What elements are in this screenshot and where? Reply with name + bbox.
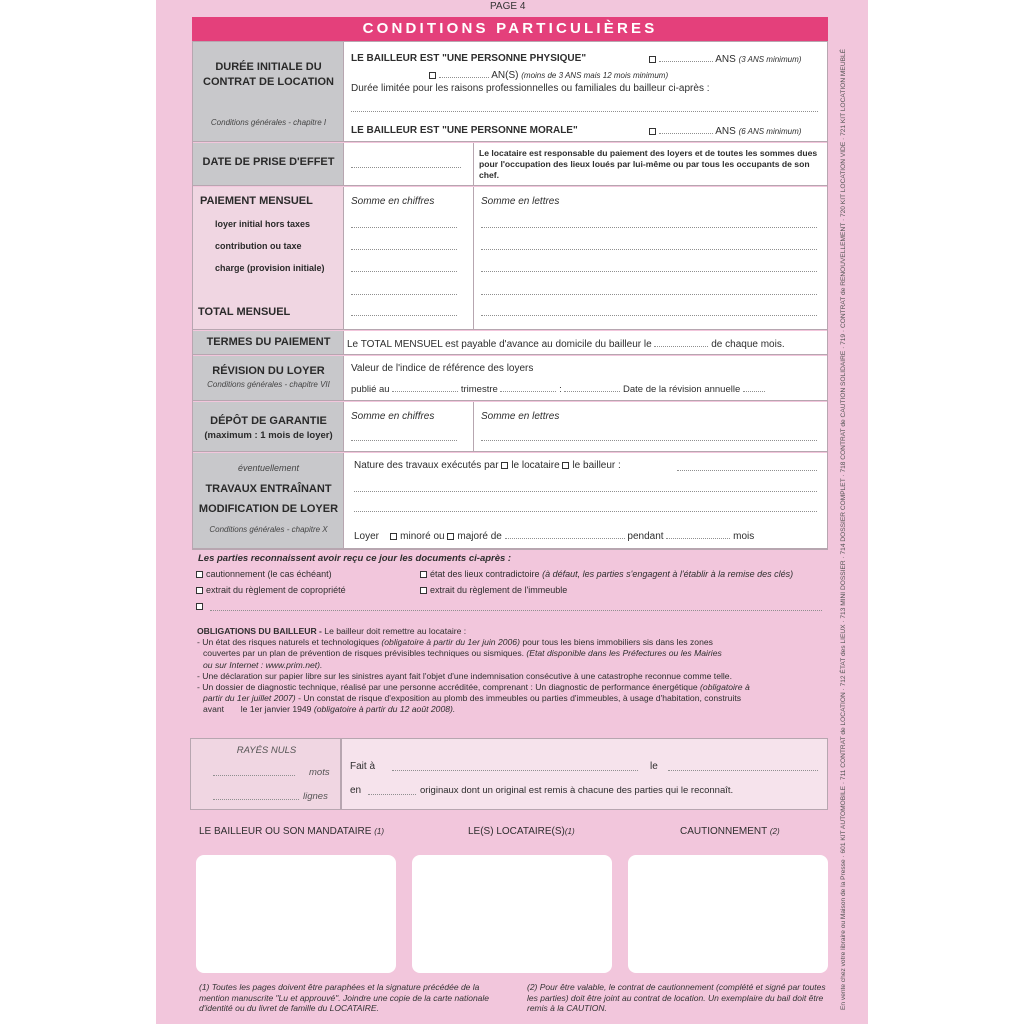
label-revision-sub: Conditions générales - chapitre VII	[207, 380, 330, 389]
label-paiement	[193, 187, 344, 329]
revision-trimestre: trimestre	[460, 384, 498, 395]
checkbox-doc-etat[interactable]	[420, 571, 427, 578]
field-rayes-mots[interactable]	[213, 775, 295, 776]
obl-l5b: (obligatoire à	[700, 682, 750, 693]
doc-caution: cautionnement (le cas échéant)	[206, 569, 332, 579]
obl-l6a: partir du 1er juillet 2007)	[203, 693, 296, 704]
field-travaux-1[interactable]	[677, 470, 817, 471]
travaux-pendant: pendant	[627, 531, 664, 542]
duree-ans-choice	[429, 68, 668, 81]
paiement-item-contribution: contribution ou taxe	[215, 241, 302, 251]
field-extra-chiffres[interactable]	[351, 294, 457, 295]
obl-l1c: pour tous les biens immobiliers sis dans les zones	[519, 637, 713, 648]
row-travaux	[193, 453, 827, 549]
doc-caution-wrap	[196, 569, 332, 579]
obl-l7c: (obligatoire à partir du 12 août 2008).	[313, 704, 456, 715]
sig-label-locataire: LE(S) LOCATAIRE(S)	[468, 826, 565, 837]
checkbox-doc-copro[interactable]	[196, 587, 203, 594]
checkbox-morale[interactable]	[649, 128, 656, 135]
obl-l3: ou sur Internet : www.prim.net).	[203, 659, 323, 670]
signature-box-caution[interactable]	[628, 855, 828, 973]
paiement-item-loyer: loyer initial hors taxes	[215, 219, 311, 229]
label-depot	[193, 402, 344, 451]
obl-line-6	[197, 693, 825, 704]
sig-label-caution-wrap	[680, 826, 780, 837]
termes-text-wrap	[347, 337, 785, 350]
obl-line-2	[197, 648, 825, 659]
travaux-nature: Nature des travaux exécutés par	[354, 460, 499, 471]
paiement-item-charge: charge (provision initiale)	[215, 263, 325, 273]
field-date-effet[interactable]	[351, 167, 461, 168]
label-travaux-2: MODIFICATION DE LOYER	[198, 503, 339, 515]
signature-box-bailleur[interactable]	[196, 855, 396, 973]
row-date-effet	[193, 143, 827, 186]
obl-l7a: avant	[203, 704, 225, 715]
travaux-bailleur: le bailleur :	[572, 460, 621, 471]
label-depot-text: DÉPÔT DE GARANTIE	[210, 415, 327, 427]
footnote-2: (2) Pour être valable, le contrat de cautionnement (complété et signé par toutes les parties) doit être joint au contrat de location. Un exemplaire du bail doit être remis à la CAUTION.	[527, 982, 826, 1013]
signature-box-locataire[interactable]	[412, 855, 612, 973]
documents-heading: Les parties reconnaissent avoir reçu ce jour les documents ci-après :	[198, 553, 512, 564]
doc-immeuble: extrait du règlement de l'immeuble	[430, 585, 568, 595]
rayes-lignes: lignes	[303, 791, 328, 802]
field-physique-ans[interactable]	[659, 52, 713, 62]
doc-etat-note: (à défaut, les parties s'engagent à l'établir à la remise des clés)	[542, 569, 794, 579]
label-paiement-text: PAIEMENT MENSUEL	[200, 195, 313, 207]
obl-l2b: (Etat disponible dans les Préfectures ou les Mairies	[526, 648, 722, 659]
label-duree-sub: Conditions générales - chapitre I	[210, 118, 327, 127]
row-termes	[193, 331, 827, 355]
obl-l2a: couvertes par un plan de prévention de risques prévisibles techniques ou sismiques.	[203, 648, 527, 659]
depot-lettres: Somme en lettres	[481, 411, 560, 422]
travaux-minore: minoré ou	[400, 531, 445, 542]
rayes-nuls-box	[190, 738, 341, 810]
sig-note-bailleur: (1)	[374, 827, 385, 836]
travaux-majore: majoré de	[457, 531, 502, 542]
label-travaux-sub: Conditions générales - chapitre X	[209, 525, 328, 534]
sig-note-caution: (2)	[769, 827, 780, 836]
field-jour-paiement[interactable]	[654, 337, 708, 347]
field-fait-lieu[interactable]	[392, 770, 638, 771]
revision-valeur: Valeur de l'indice de référence des loyers	[351, 363, 534, 374]
checkbox-physique[interactable]	[649, 56, 656, 63]
travaux-nature-wrap	[354, 460, 621, 471]
doc-etat-wrap	[420, 569, 793, 579]
duree-moins3: (moins de 3 ANS mais 12 mois minimum)	[521, 71, 669, 80]
checkbox-minore[interactable]	[390, 533, 397, 540]
checkbox-majore[interactable]	[447, 533, 454, 540]
doc-etat: état des lieux contradictoire	[430, 569, 540, 579]
obl-l5a: - Un dossier de diagnostic technique, réalisé par une personne accréditée, comprenant : Un diagnostic de performance énergétique	[197, 682, 701, 693]
depot-chiffres: Somme en chiffres	[351, 411, 435, 422]
travaux-loyer-wrap	[354, 529, 754, 542]
label-travaux	[193, 453, 344, 548]
checkbox-ans[interactable]	[429, 72, 436, 79]
field-rayes-lignes[interactable]	[213, 799, 299, 800]
field-charge-chiffres[interactable]	[351, 271, 457, 272]
footnote-1: (1) Toutes les pages doivent être paraphées et la signature précédée de la mention manuscrite "Lu et approuvé". Joindre une copie de la carte nationale d'identité ou du livret de famille du LOCATAIRE.	[199, 982, 490, 1013]
label-travaux-1: TRAVAUX ENTRAÎNANT	[205, 483, 332, 495]
field-travaux-2[interactable]	[354, 491, 817, 492]
obl-line-1	[197, 637, 825, 648]
termes-end: de chaque mois.	[711, 339, 785, 350]
field-date-revision[interactable]	[743, 382, 765, 392]
row-revision	[193, 356, 827, 401]
page-margin	[868, 0, 1024, 1024]
obl-l7b: le 1er janvier 1949	[240, 704, 314, 715]
obl-line-0	[197, 626, 825, 637]
duree-physique: LE BAILLEUR EST "UNE PERSONNE PHYSIQUE"	[351, 53, 587, 64]
date-effet-text: Le locataire est responsable du paiement des loyers et de toutes les sommes dues pour l'occupation des lieux loués par lui-même ou par tous les occupants de son chef.	[479, 148, 818, 180]
paiement-lettres: Somme en lettres	[481, 196, 560, 207]
label-depot-sub: (maximum : 1 mois de loyer)	[204, 430, 333, 441]
field-travaux-3[interactable]	[354, 511, 817, 512]
field-total-chiffres[interactable]	[351, 315, 457, 316]
revision-colon: :	[559, 384, 562, 395]
revision-publie-wrap	[351, 382, 765, 395]
paiement-chiffres: Somme en chiffres	[351, 196, 435, 207]
obl-line-5	[197, 682, 825, 693]
doc-autre-wrap	[196, 601, 206, 611]
page-title: CONDITIONS PARTICULIÈRES	[192, 17, 828, 41]
page-number: PAGE 4	[490, 1, 526, 12]
duree-ans-s: AN(S)	[491, 70, 519, 81]
field-loyer-chiffres[interactable]	[351, 227, 457, 228]
duree-morale: LE BAILLEUR EST "UNE PERSONNE MORALE"	[351, 125, 578, 136]
travaux-locataire: le locataire	[511, 460, 560, 471]
checkbox-doc-autre[interactable]	[196, 603, 203, 610]
paiement-total-label: TOTAL MENSUEL	[198, 306, 291, 318]
obligations-heading: OBLIGATIONS DU BAILLEUR -	[197, 626, 322, 636]
label-termes	[193, 331, 344, 354]
sig-label-bailleur: LE BAILLEUR OU SON MANDATAIRE	[199, 826, 372, 837]
field-morale-ans[interactable]	[659, 124, 713, 134]
fait-originaux: originaux dont un original est remis à chacune des parties qui le reconnaît.	[420, 785, 734, 796]
field-fait-date[interactable]	[668, 770, 818, 771]
obl-line-7	[197, 704, 825, 715]
sig-label-caution: CAUTIONNEMENT	[680, 826, 768, 837]
field-contribution-chiffres[interactable]	[351, 249, 457, 250]
row-duree	[193, 42, 827, 142]
obl-l1a: - Un état des risques naturels et technologiques	[197, 637, 382, 648]
field-nb-originaux[interactable]	[368, 794, 416, 795]
termes-text: Le TOTAL MENSUEL est payable d'avance au domicile du bailleur le	[347, 339, 652, 350]
label-duree	[193, 42, 344, 141]
field-pendant-mois[interactable]	[666, 529, 730, 539]
field-publie[interactable]	[392, 382, 458, 392]
doc-copro-wrap	[196, 585, 346, 595]
rayes-mots: mots	[309, 767, 330, 778]
duree-ans-label: ANS	[715, 54, 736, 65]
duree-morale-choice	[649, 124, 801, 137]
field-majore-montant[interactable]	[505, 529, 625, 539]
obl-l1b: (obligatoire à partir du 1er juin 2006)	[381, 637, 520, 648]
revision-date: Date de la révision annuelle	[623, 384, 741, 395]
field-ans[interactable]	[439, 68, 489, 78]
divider	[473, 402, 474, 451]
duree-ans3: (3 ANS minimum)	[738, 55, 802, 64]
field-total-lettres[interactable]	[481, 315, 817, 316]
label-date-effet	[193, 143, 344, 185]
field-loyer-lettres[interactable]	[481, 227, 817, 228]
label-termes-text: TERMES DU PAIEMENT	[206, 336, 331, 348]
label-revision	[193, 356, 344, 400]
sig-note-locataire: (1)	[564, 827, 575, 836]
field-trimestre[interactable]	[500, 382, 556, 392]
field-contribution-lettres[interactable]	[481, 249, 817, 250]
duree-physique-choice	[649, 52, 801, 65]
field-depot-chiffres[interactable]	[351, 440, 457, 441]
obl-l6b: - Un constat de risque d'exposition au plomb des immeubles ou parties d'immeubles, à usage d'habitation, construits	[295, 693, 742, 704]
checkbox-doc-immeuble[interactable]	[420, 587, 427, 594]
obligations-section	[197, 626, 825, 716]
checkbox-travaux-locataire[interactable]	[501, 462, 508, 469]
field-raisons[interactable]	[351, 111, 818, 112]
obligations-intro: Le bailleur doit remettre au locataire :	[321, 626, 467, 636]
obl-l4: - Une déclaration sur papier libre sur les sinistres ayant fait l'objet d'une indemnisation consécutive à une catastrophe reconnue comme telle.	[197, 670, 732, 681]
checkbox-doc-caution[interactable]	[196, 571, 203, 578]
sig-label-bailleur-wrap	[199, 826, 384, 837]
fait-en: en	[350, 785, 362, 796]
travaux-pre: éventuellement	[237, 463, 300, 473]
travaux-mois: mois	[733, 531, 755, 542]
label-revision-text: RÉVISION DU LOYER	[212, 365, 325, 377]
field-indice[interactable]	[564, 382, 620, 392]
doc-immeuble-wrap	[420, 585, 567, 595]
conditions-grid	[192, 41, 828, 550]
row-paiement	[193, 187, 827, 330]
label-date-effet-text: DATE DE PRISE D'EFFET	[202, 156, 335, 168]
sig-label-locataire-wrap	[468, 826, 575, 837]
field-extra-lettres[interactable]	[481, 294, 817, 295]
divider	[473, 187, 474, 329]
travaux-loyer: Loyer	[354, 531, 380, 542]
divider	[473, 143, 474, 185]
label-duree-text: DURÉE INITIALE DU CONTRAT DE LOCATION	[203, 61, 334, 88]
revision-publie: publié au	[351, 384, 390, 395]
duree-limitee: Durée limitée pour les raisons professionnelles ou familiales du bailleur ci-après :	[351, 83, 710, 94]
fait-le: le	[650, 761, 658, 772]
duree-ans6: (6 ANS minimum)	[738, 127, 802, 136]
field-charge-lettres[interactable]	[481, 271, 817, 272]
checkbox-travaux-bailleur[interactable]	[562, 462, 569, 469]
fait-a: Fait à	[350, 761, 376, 772]
duree-ans-label-2: ANS	[715, 126, 736, 137]
field-depot-lettres[interactable]	[481, 440, 817, 441]
fait-box	[341, 738, 828, 810]
row-depot	[193, 402, 827, 452]
side-catalog-text: En vente chez votre libraire ou Maison de la Presse · 601 KIT AUTOMOBILE · 711 CONTRAT de LOCATION · 712 ÉTAT des LIEUX · 713 MINI DOSSIER · 714 DOSSIER COMPLET · 718 CONTRAT de CAUTION SOLIDAIRE · 719 · CONTRAT de RENOUVELLEMENT · 720 KIT LOCATION VIDE · 721 KIT LOCATION MEUBLÉ	[840, 48, 847, 1010]
field-doc-autre[interactable]	[210, 610, 822, 611]
rayes-label: RAYÉS NULS	[236, 745, 297, 756]
doc-copro: extrait du règlement de copropriété	[206, 585, 346, 595]
